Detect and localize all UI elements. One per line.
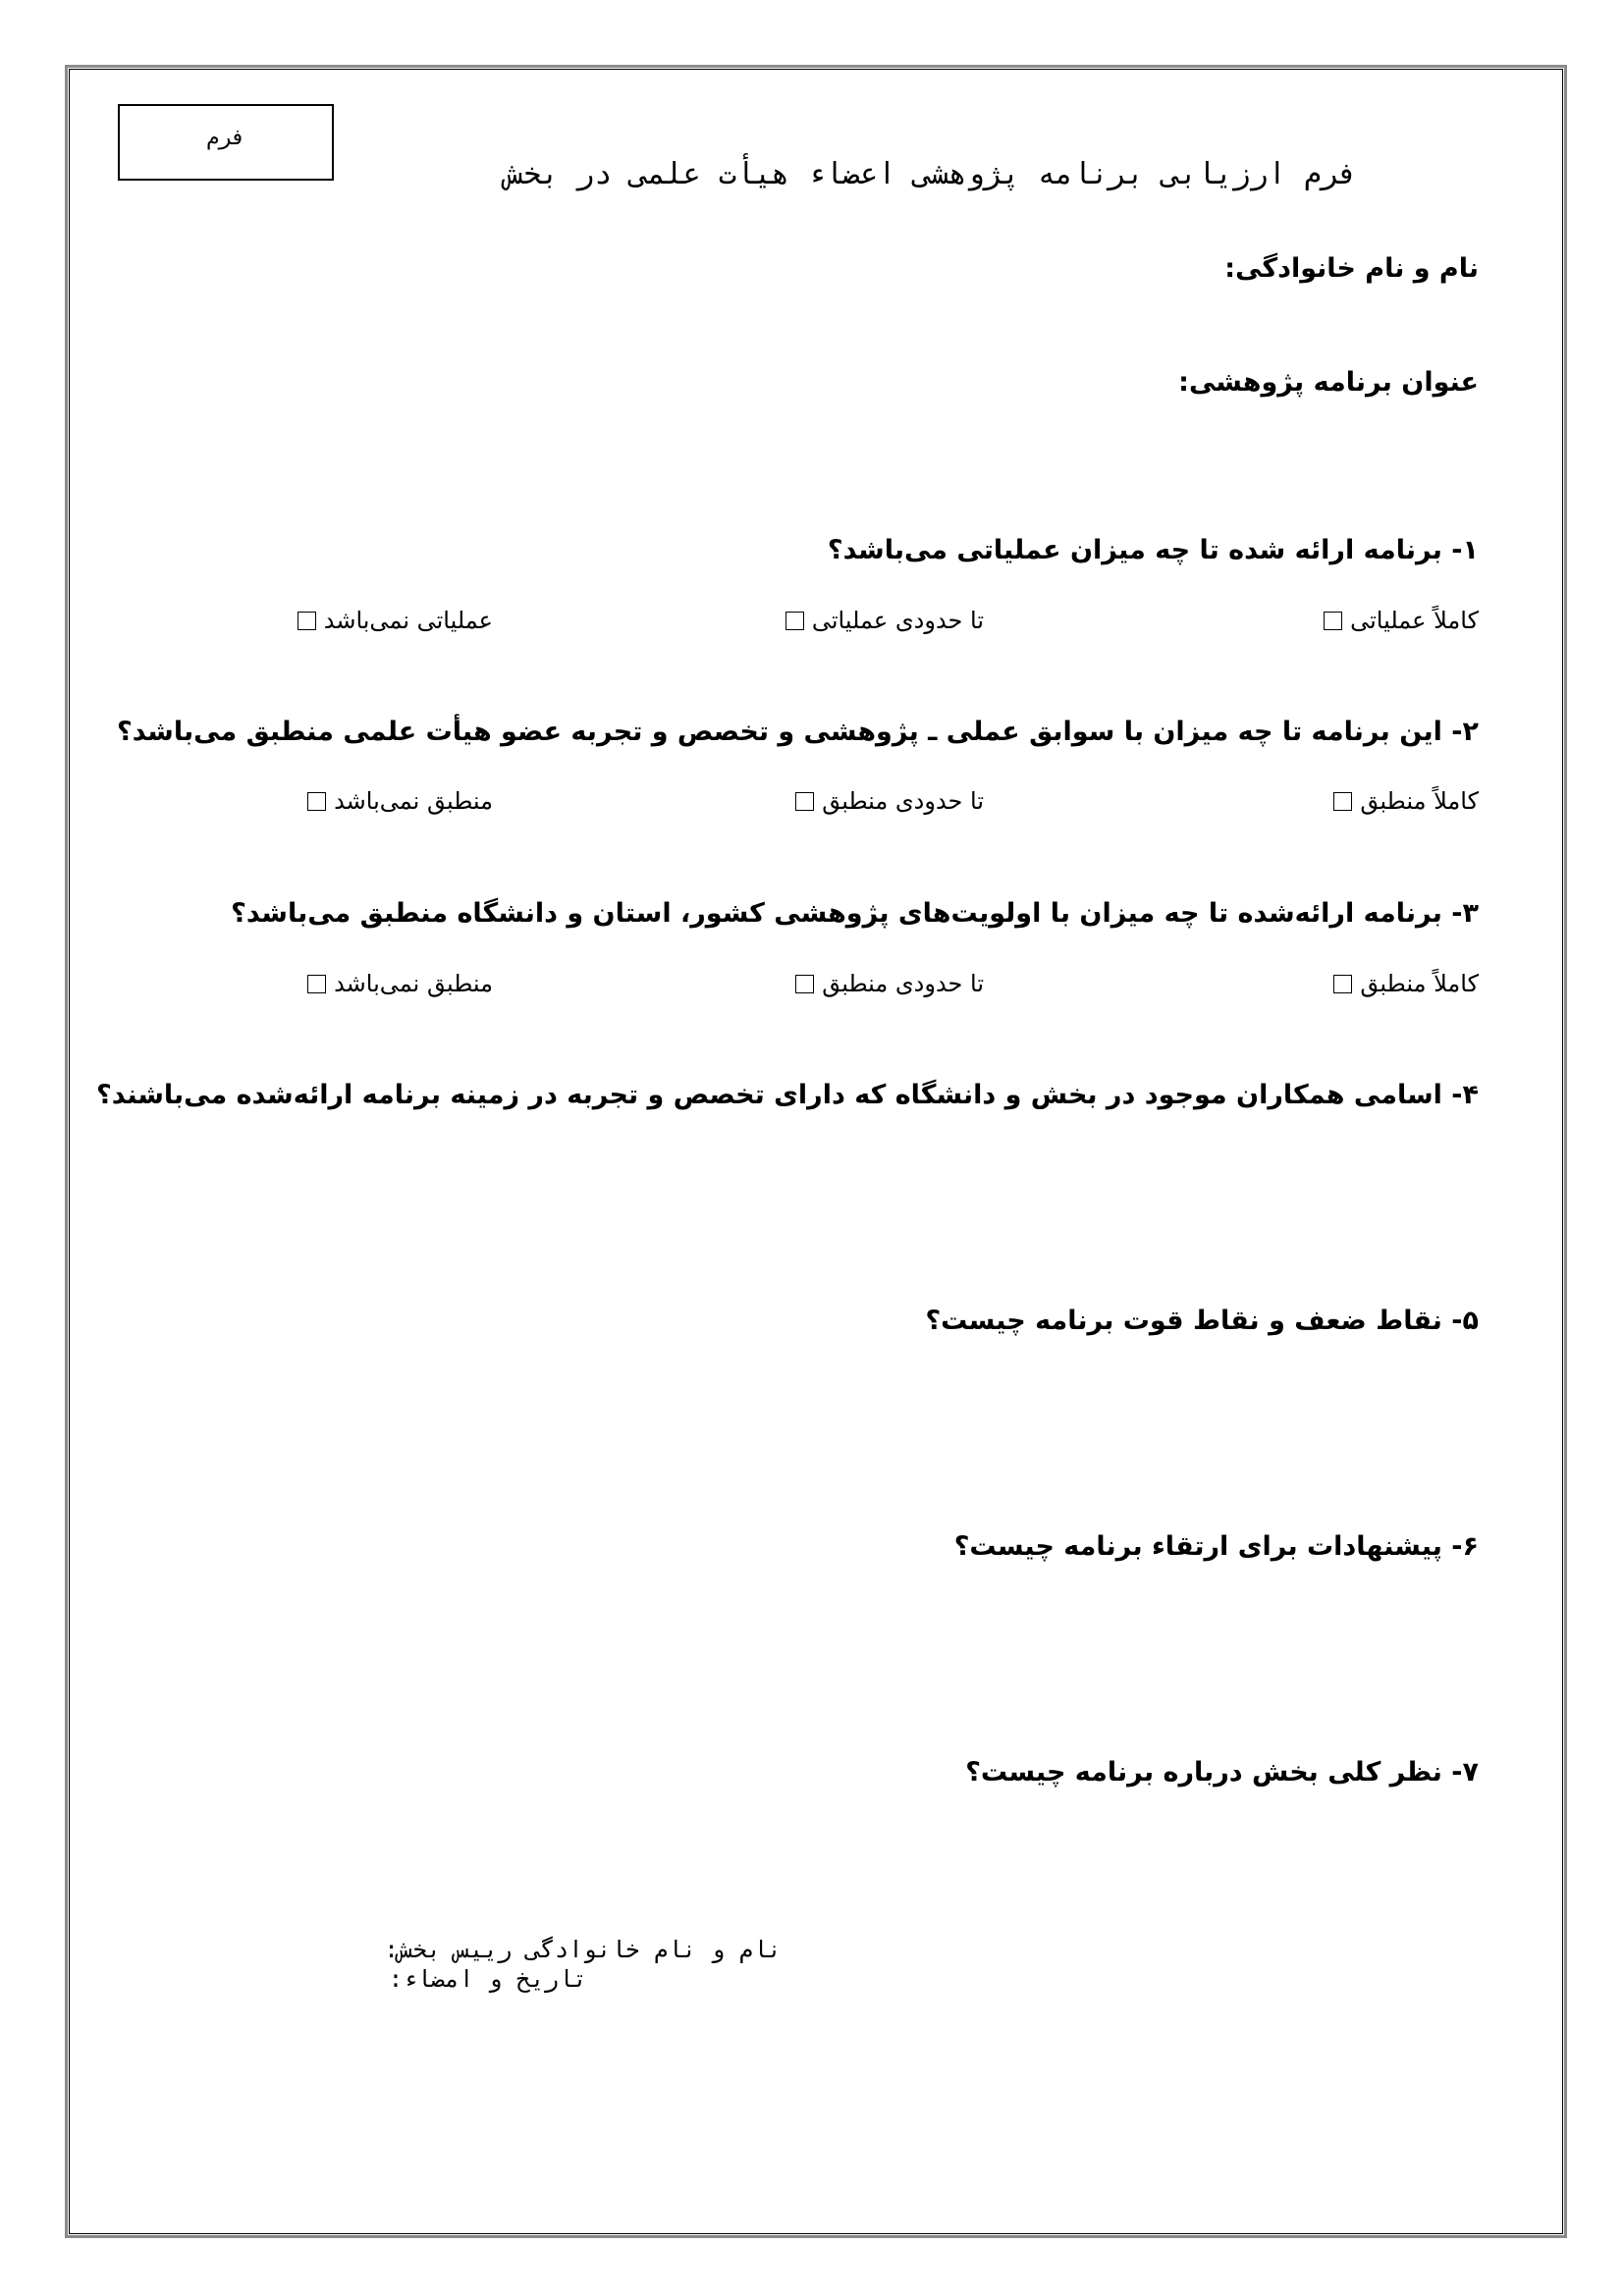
q2-option-1[interactable]: کاملاً منطبق <box>1333 787 1479 815</box>
q2-option-3[interactable]: منطبق نمی‌باشد <box>307 787 493 815</box>
checkbox-icon[interactable] <box>1333 792 1352 811</box>
date-signature-label: تاریخ و امضاء: <box>388 1965 587 1993</box>
question-2: ۲- این برنامه تا چه میزان با سوابق عملی ـ پژوهشی و تخصص و تجربه عضو هیأت علمی منطبق می‌باشد؟ <box>117 717 1479 747</box>
checkbox-icon[interactable] <box>785 612 804 630</box>
name-field-label: نام و نام خانوادگی: <box>1224 253 1479 284</box>
q1-option-3[interactable]: عملیاتی نمی‌باشد <box>298 607 493 634</box>
q1-option-2[interactable]: تا حدودی عملیاتی <box>785 607 984 634</box>
question-7: ۷- نظر کلی بخش درباره برنامه چیست؟ <box>965 1757 1479 1788</box>
q3-option-3[interactable]: منطبق نمی‌باشد <box>307 970 493 997</box>
department-head-name-label: نام و نام خانوادگی رییس بخش: <box>384 1936 782 1963</box>
checkbox-icon[interactable] <box>307 792 326 811</box>
program-title-field-label: عنوان برنامه پژوهشی: <box>1178 367 1479 398</box>
q3-option-1[interactable]: کاملاً منطبق <box>1333 970 1479 997</box>
checkbox-icon[interactable] <box>1333 975 1352 993</box>
checkbox-icon[interactable] <box>795 975 814 993</box>
question-3: ۳- برنامه ارائه‌شده تا چه میزان با اولویت‌های پژوهشی کشور، استان و دانشگاه منطبق می‌باشد؟ <box>231 898 1479 929</box>
checkbox-icon[interactable] <box>307 975 326 993</box>
question-4: ۴- اسامی همکاران موجود در بخش و دانشگاه که دارای تخصص و تجربه در زمینه برنامه ارائه‌شده می‌باشند؟ <box>96 1080 1479 1110</box>
checkbox-icon[interactable] <box>795 792 814 811</box>
checkbox-icon[interactable] <box>298 612 316 630</box>
question-1: ۱- برنامه ارائه شده تا چه میزان عملیاتی می‌باشد؟ <box>827 535 1479 565</box>
q3-option-2[interactable]: تا حدودی منطبق <box>795 970 984 997</box>
question-6: ۶- پیشنهادات برای ارتقاء برنامه چیست؟ <box>953 1531 1479 1562</box>
form-label-box <box>118 104 334 181</box>
checkbox-icon[interactable] <box>1324 612 1342 630</box>
q1-option-1[interactable]: کاملاً عملیاتی <box>1324 607 1479 634</box>
question-5: ۵- نقاط ضعف و نقاط قوت برنامه چیست؟ <box>925 1306 1479 1336</box>
form-label: فرم <box>206 126 245 150</box>
page-title: فرم ارزیابی برنامه پژوهشی اعضاء هیأت علمی در بخش <box>506 157 1357 191</box>
q2-option-2[interactable]: تا حدودی منطبق <box>795 787 984 815</box>
